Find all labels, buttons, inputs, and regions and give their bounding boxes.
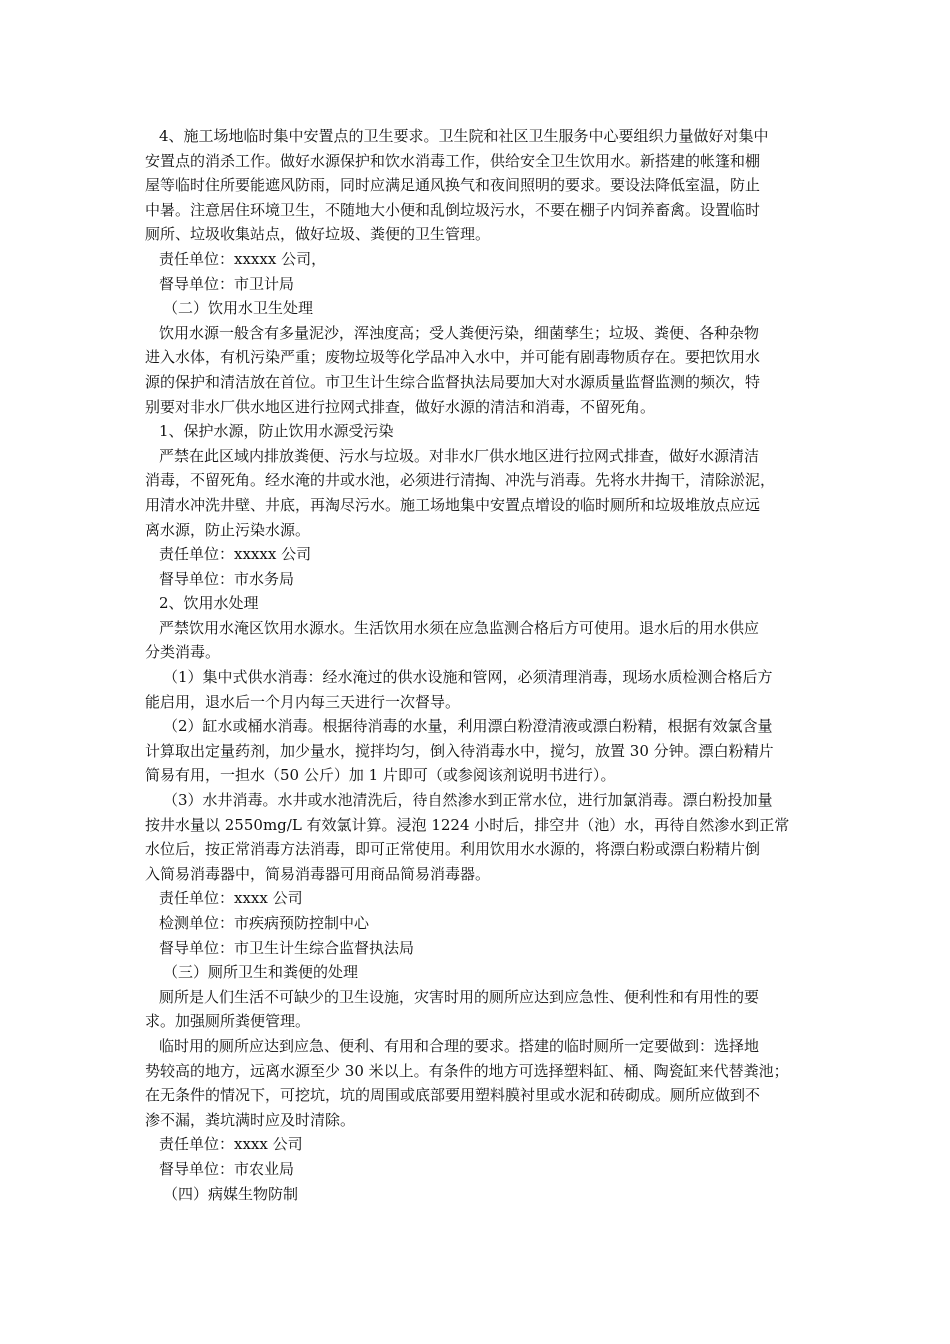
text-line: 简易有用，一担水（50 公斤）加 1 片即可（或参阅该剂说明书进行）。 xyxy=(145,766,616,785)
text-line: （四）病媒生物防制 xyxy=(163,1184,299,1203)
text-line: 4、施工场地临时集中安置点的卫生要求。卫生院和社区卫生服务中心要组织力量做好对集中 xyxy=(159,127,769,145)
text-line: 用清水冲洗井壁、井底，再淘尽污水。施工场地集中安置点增设的临时厕所和垃圾堆放点应远 xyxy=(145,495,761,514)
text-line: 按井水量以 2550mg/L 有效氯计算。浸泡 1224 小时后，排空井（池）水，再待自然渗水到正常 xyxy=(145,815,790,834)
text-line: 能启用，退水后一个月内每三天进行一次督导。 xyxy=(145,692,461,711)
text-line: （2）缸水或桶水消毒。根据待消毒的水量，利用漂白粉澄清液或漂白粉精，根据有效氯含量 xyxy=(163,717,773,736)
text-line: （二）饮用水卫生处理 xyxy=(163,299,314,318)
text-line: 厕所是人们生活不可缺少的卫生设施，灾害时用的厕所应达到应急性、便利性和有用性的要 xyxy=(159,987,760,1006)
text-line: 检测单位：市疾病预防控制中心 xyxy=(159,914,370,932)
text-line: 计算取出定量药剂，加少量水，搅拌均匀，倒入待消毒水中，搅匀，放置 30 分钟。漂白粉精片 xyxy=(145,741,774,760)
text-line: 厕所、垃圾收集站点，做好垃圾、粪便的卫生管理。 xyxy=(145,225,491,244)
text-line: 督导单位：市农业局 xyxy=(159,1159,295,1178)
text-line: 督导单位：市水务局 xyxy=(159,569,295,588)
text-line: 在无条件的情况下，可挖坑，坑的周围或底部要用塑料膜衬里或水泥和砖砌成。厕所应做到不 xyxy=(145,1086,761,1105)
text-line: 势较高的地方，远离水源至少 30 米以上。有条件的地方可选择塑料缸、桶、陶瓷缸来代替粪池； xyxy=(145,1061,789,1080)
text-line: （1）集中式供水消毒：经水淹过的供水设施和管网，必须清理消毒，现场水质检测合格后方 xyxy=(163,668,773,687)
text-line: 进入水体，有机污染严重；废物垃圾等化学品冲入水中，并可能有剧毒物质存在。要把饮用水 xyxy=(145,348,761,367)
text-line: 源的保护和清洁放在首位。市卫生计生综合监督执法局要加大对水源质量监督监测的频次，特 xyxy=(145,372,761,391)
text-line: 渗不漏，粪坑满时应及时清除。 xyxy=(145,1110,356,1129)
text-line: 责任单位：xxxx 公司 xyxy=(159,889,303,908)
text-line: 严禁在此区域内排放粪便、污水与垃圾。对非水厂供水地区进行拉网式排查，做好水源清洁 xyxy=(159,446,760,465)
text-line: 中暑。注意居住环境卫生，不随地大小便和乱倒垃圾污水，不要在棚子内饲养畜禽。设置临时 xyxy=(145,200,761,219)
text-line: （三）厕所卫生和粪便的处理 xyxy=(163,963,359,982)
text-line: 屋等临时住所要能遮风防雨，同时应满足通风换气和夜间照明的要求。要设法降低室温，防止 xyxy=(145,176,761,195)
text-line: 严禁饮用水淹区饮用水源水。生活饮用水须在应急监测合格后方可使用。退水后的用水供应 xyxy=(159,618,760,637)
text-line: 责任单位：xxxx 公司 xyxy=(159,1135,303,1154)
document-body xyxy=(145,124,815,1206)
text-line: 1、保护水源，防止饮用水源受污染 xyxy=(159,422,394,441)
text-line: 责任单位：xxxxx 公司， xyxy=(159,249,327,268)
text-line: 责任单位：xxxxx 公司 xyxy=(159,545,312,564)
text-line: 安置点的消杀工作。做好水源保护和饮水消毒工作，供给安全卫生饮用水。新搭建的帐篷和棚 xyxy=(145,151,761,170)
text-line: 消毒，不留死角。经水淹的井或水池，必须进行清掏、冲洗与消毒。先将水井掏干，清除淤泥， xyxy=(145,471,776,490)
text-line: 别要对非水厂供水地区进行拉网式排查，做好水源的清洁和消毒，不留死角。 xyxy=(145,397,656,416)
text-line: 督导单位：市卫生计生综合监督执法局 xyxy=(159,938,415,957)
text-line: 饮用水源一般含有多量泥沙，浑浊度高；受人粪便污染，细菌孳生；垃圾、粪便、各种杂物 xyxy=(159,323,760,342)
text-line: 2、饮用水处理 xyxy=(159,594,259,613)
text-line: 求。加强厕所粪便管理。 xyxy=(145,1012,311,1031)
text-line: 分类消毒。 xyxy=(145,643,221,662)
text-line: 入简易消毒器中，简易消毒器可用商品简易消毒器。 xyxy=(145,864,491,883)
text-line: （3）水井消毒。水井或水池清洗后，待自然渗水到正常水位，进行加氯消毒。漂白粉投加量 xyxy=(163,791,773,810)
text-line: 临时用的厕所应达到应急、便利、有用和合理的要求。搭建的临时厕所一定要做到：选择地 xyxy=(159,1036,760,1055)
text-line: 离水源，防止污染水源。 xyxy=(145,520,311,539)
text-line: 督导单位：市卫计局 xyxy=(159,274,295,293)
text-line: 水位后，按正常消毒方法消毒，即可正常使用。利用饮用水水源的，将漂白粉或漂白粉精片倒 xyxy=(145,840,761,859)
